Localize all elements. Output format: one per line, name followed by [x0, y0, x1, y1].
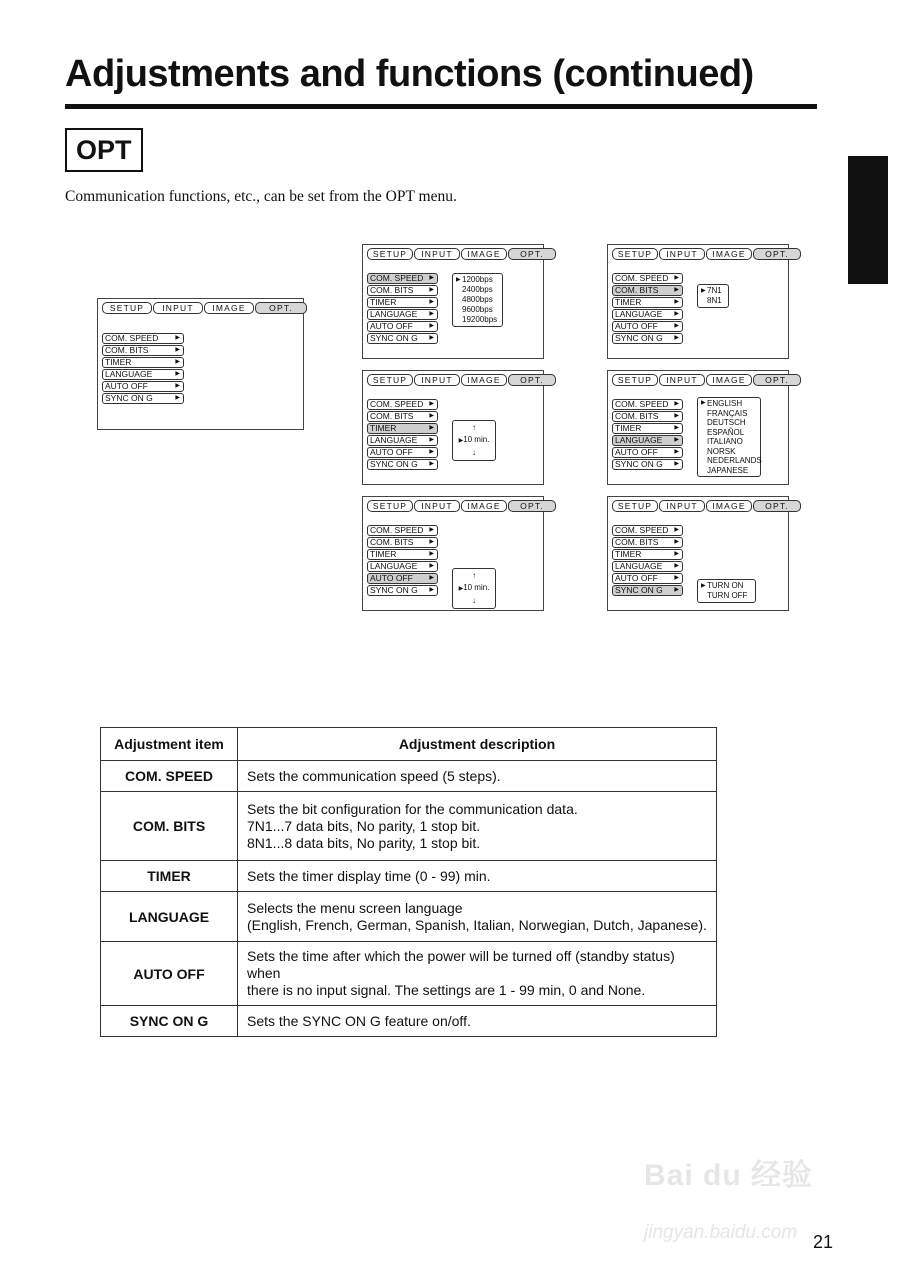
arrow-right-icon: ▶	[429, 413, 434, 419]
sync-on-g-options	[697, 579, 756, 603]
option-1200[interactable]	[456, 275, 499, 285]
row-description	[238, 792, 717, 861]
com-speed-options	[452, 273, 503, 327]
option-label: ENGLISH	[707, 399, 743, 408]
item-label: AUTO OFF	[105, 381, 148, 391]
selected-marker-icon: ▶	[458, 586, 464, 592]
arrow-right-icon: ▶	[429, 335, 434, 341]
row-item: TIMER	[101, 861, 238, 892]
option-deutsch[interactable]	[701, 418, 757, 428]
tab-image[interactable]: IMAGE	[706, 374, 752, 386]
auto-off-value-label: 10 min.	[463, 583, 490, 592]
row-item: COM. BITS	[101, 792, 238, 861]
option-francais[interactable]	[701, 409, 757, 419]
tab-image[interactable]: IMAGE	[706, 500, 752, 512]
menu-item-com-speed[interactable]	[367, 399, 438, 410]
com-speed-screen	[362, 244, 544, 359]
tab-opt[interactable]: OPT.	[508, 374, 556, 386]
item-label: SYNC ON G	[105, 393, 153, 403]
menu-item-language[interactable]	[102, 369, 184, 380]
tab-opt[interactable]: OPT.	[753, 500, 801, 512]
item-label: LANGUAGE	[370, 309, 418, 319]
com-bits-options	[697, 284, 729, 308]
arrow-right-icon: ▶	[429, 299, 434, 305]
item-label: AUTO OFF	[370, 321, 413, 331]
tab-image[interactable]: IMAGE	[461, 248, 507, 260]
arrow-right-icon: ▶	[429, 575, 434, 581]
menu-item-com-bits[interactable]	[367, 285, 438, 296]
item-label: SYNC ON G	[370, 459, 418, 469]
up-arrow-icon: ↑	[472, 423, 476, 432]
selected-marker-icon: ▶	[456, 277, 461, 283]
tab-opt[interactable]: OPT.	[508, 248, 556, 260]
item-label: TIMER	[370, 423, 397, 433]
item-label: LANGUAGE	[615, 435, 663, 445]
menu-items	[612, 273, 683, 345]
option-label: ESPAÑOL	[707, 427, 745, 437]
description-line: 7N1...7 data bits, No parity, 1 stop bit.	[247, 817, 481, 834]
arrow-right-icon: ▶	[674, 437, 679, 443]
tab-image[interactable]: IMAGE	[706, 248, 752, 260]
option-9600[interactable]	[456, 305, 499, 315]
item-label: COM. SPEED	[370, 399, 424, 409]
row-description	[238, 942, 717, 1006]
row-description	[238, 1006, 717, 1037]
description-line: there is no input signal. The settings are 1 - 99 min, 0 and None.	[247, 982, 646, 998]
item-label: TIMER	[615, 423, 642, 433]
option-label: 8N1	[707, 296, 722, 305]
tab-image[interactable]: IMAGE	[461, 500, 507, 512]
item-label: TIMER	[370, 297, 397, 307]
option-4800[interactable]	[456, 295, 499, 305]
arrow-right-icon: ▶	[175, 395, 180, 401]
tab-setup[interactable]: SETUP	[367, 374, 413, 386]
item-label: COM. SPEED	[615, 525, 669, 535]
opt-menu-screen	[97, 298, 304, 430]
arrow-right-icon: ▶	[429, 287, 434, 293]
selected-marker-icon: ▶	[701, 400, 706, 406]
arrow-right-icon: ▶	[429, 551, 434, 557]
menu-item-timer[interactable]	[612, 423, 683, 434]
menu-item-com-bits[interactable]	[102, 345, 184, 356]
option-label: TURN ON	[707, 581, 744, 590]
row-description	[238, 892, 717, 942]
arrow-right-icon: ▶	[674, 413, 679, 419]
option-2400[interactable]	[456, 285, 499, 295]
option-english[interactable]	[701, 399, 757, 409]
item-label: COM. BITS	[105, 345, 149, 355]
item-label: SYNC ON G	[370, 333, 418, 343]
tab-opt[interactable]: OPT.	[753, 248, 801, 260]
arrow-right-icon: ▶	[429, 449, 434, 455]
menu-item-timer[interactable]	[367, 423, 438, 434]
header-adjustment-description: Adjustment description	[238, 728, 717, 761]
item-label: COM. BITS	[615, 285, 659, 295]
adjustment-table	[100, 727, 717, 1037]
arrow-right-icon: ▶	[674, 425, 679, 431]
title-rule	[65, 104, 817, 109]
menu-tabs	[612, 374, 802, 386]
selected-marker-icon: ▶	[701, 288, 706, 294]
item-label: SYNC ON G	[615, 333, 663, 343]
page-number: 21	[813, 1232, 834, 1252]
item-label: SYNC ON G	[615, 459, 663, 469]
tab-image[interactable]: IMAGE	[204, 302, 254, 314]
item-label: AUTO OFF	[370, 573, 413, 583]
arrow-right-icon: ▶	[674, 311, 679, 317]
menu-item-auto-off[interactable]	[612, 447, 683, 458]
item-label: LANGUAGE	[615, 309, 663, 319]
arrow-right-icon: ▶	[175, 383, 180, 389]
menu-item-timer[interactable]	[367, 297, 438, 308]
watermark-logo: Bai du 经验	[644, 1159, 814, 1192]
menu-item-auto-off[interactable]	[102, 381, 184, 392]
menu-item-com-bits[interactable]	[367, 537, 438, 548]
side-tab	[848, 156, 888, 284]
down-arrow-icon: ↓	[472, 448, 476, 457]
tab-setup[interactable]: SETUP	[612, 500, 658, 512]
option-19200[interactable]	[456, 315, 499, 325]
menu-item-sync-on-g[interactable]	[102, 393, 184, 404]
menu-item-timer[interactable]	[612, 297, 683, 308]
tab-input[interactable]: INPUT	[414, 248, 460, 260]
arrow-right-icon: ▶	[429, 587, 434, 593]
tab-setup[interactable]: SETUP	[102, 302, 152, 314]
description-line: 8N1...8 data bits, No parity, 1 stop bit.	[247, 834, 481, 851]
tab-setup[interactable]: SETUP	[612, 248, 658, 260]
arrow-right-icon: ▶	[175, 359, 180, 365]
description-line: Sets the time after which the power will be turned off (standby status) when	[247, 948, 675, 981]
arrow-right-icon: ▶	[674, 323, 679, 329]
item-label: SYNC ON G	[615, 585, 663, 595]
arrow-right-icon: ▶	[674, 461, 679, 467]
menu-item-com-speed[interactable]	[612, 273, 683, 284]
row-item: COM. SPEED	[101, 761, 238, 792]
option-label: NEDERLANDS	[707, 456, 762, 465]
arrow-right-icon: ▶	[674, 575, 679, 581]
menu-items	[367, 273, 438, 345]
menu-item-language[interactable]	[367, 309, 438, 320]
option-label: 7N1	[707, 286, 722, 295]
option-label: 1200bps	[462, 275, 493, 284]
tab-input[interactable]: INPUT	[659, 248, 705, 260]
down-arrow-icon: ↓	[472, 596, 476, 605]
language-options	[697, 397, 761, 477]
menu-item-com-speed[interactable]	[367, 273, 438, 284]
item-label: TIMER	[615, 549, 642, 559]
menu-tabs	[612, 500, 802, 512]
tab-input[interactable]: INPUT	[659, 374, 705, 386]
tab-input[interactable]: INPUT	[153, 302, 203, 314]
menu-tabs	[102, 302, 308, 314]
table-row	[101, 1006, 717, 1037]
menu-item-timer[interactable]	[102, 357, 184, 368]
menu-item-timer[interactable]	[367, 549, 438, 560]
menu-item-auto-off[interactable]	[367, 321, 438, 332]
item-label: COM. SPEED	[615, 273, 669, 283]
language-screen	[607, 370, 789, 485]
auto-off-value	[456, 582, 492, 595]
arrow-right-icon: ▶	[429, 461, 434, 467]
menu-item-com-bits[interactable]	[612, 411, 683, 422]
tab-setup[interactable]: SETUP	[612, 374, 658, 386]
menu-tabs	[612, 248, 802, 260]
item-label: COM. SPEED	[105, 333, 159, 343]
item-label: COM. BITS	[370, 285, 414, 295]
item-label: COM. BITS	[370, 411, 414, 421]
arrow-right-icon: ▶	[674, 527, 679, 533]
menu-item-sync-on-g[interactable]	[367, 333, 438, 344]
description-line: Sets the timer display time (0 - 99) min.	[247, 867, 491, 884]
menu-item-com-bits[interactable]	[367, 411, 438, 422]
menu-item-timer[interactable]	[612, 549, 683, 560]
description-line: Selects the menu screen language	[247, 899, 463, 916]
description-line: Sets the communication speed (5 steps).	[247, 767, 501, 784]
arrow-right-icon: ▶	[674, 449, 679, 455]
option-label: 4800bps	[462, 295, 493, 304]
arrow-right-icon: ▶	[674, 287, 679, 293]
menu-item-language[interactable]	[367, 561, 438, 572]
item-label: TIMER	[370, 549, 397, 559]
arrow-right-icon: ▶	[674, 587, 679, 593]
item-label: COM. SPEED	[370, 525, 424, 535]
menu-item-language[interactable]	[612, 309, 683, 320]
option-label: FRANÇAIS	[707, 408, 748, 418]
table-row	[101, 761, 717, 792]
menu-item-sync-on-g[interactable]	[367, 459, 438, 470]
option-italiano[interactable]	[701, 437, 757, 447]
tab-input[interactable]: INPUT	[414, 374, 460, 386]
menu-item-auto-off[interactable]	[367, 447, 438, 458]
description-line: Sets the SYNC ON G feature on/off.	[247, 1012, 471, 1029]
item-label: SYNC ON G	[370, 585, 418, 595]
selected-marker-icon: ▶	[458, 438, 464, 444]
menu-items	[367, 399, 438, 471]
menu-item-language[interactable]	[612, 435, 683, 446]
watermark-url: jingyan.baidu.com	[644, 1222, 798, 1243]
arrow-right-icon: ▶	[429, 311, 434, 317]
section-label: OPT	[65, 128, 143, 172]
arrow-right-icon: ▶	[674, 335, 679, 341]
menu-item-auto-off[interactable]	[367, 573, 438, 584]
item-label: LANGUAGE	[370, 435, 418, 445]
menu-item-com-bits[interactable]	[612, 537, 683, 548]
menu-items	[612, 525, 683, 597]
row-item: LANGUAGE	[101, 892, 238, 942]
menu-item-sync-on-g[interactable]	[612, 585, 683, 596]
arrow-right-icon: ▶	[429, 323, 434, 329]
option-label: 9600bps	[462, 305, 493, 314]
option-label: JAPANESE	[707, 465, 749, 475]
selected-marker-icon: ▶	[701, 583, 706, 589]
item-label: AUTO OFF	[615, 447, 658, 457]
arrow-right-icon: ▶	[674, 551, 679, 557]
arrow-right-icon: ▶	[429, 563, 434, 569]
option-turn-off[interactable]	[701, 591, 752, 601]
option-7n1[interactable]	[701, 286, 725, 296]
option-label: DEUTSCH	[707, 418, 746, 427]
menu-tabs	[367, 500, 557, 512]
tab-opt[interactable]: OPT.	[508, 500, 556, 512]
menu-tabs	[367, 374, 557, 386]
menu-item-auto-off[interactable]	[612, 573, 683, 584]
sync-on-g-screen	[607, 496, 789, 611]
tab-input[interactable]: INPUT	[414, 500, 460, 512]
menu-item-com-speed[interactable]	[612, 399, 683, 410]
option-turn-on[interactable]	[701, 581, 752, 591]
arrow-right-icon: ▶	[429, 425, 434, 431]
description-line: (English, French, German, Spanish, Italian, Norwegian, Dutch, Japanese).	[247, 916, 707, 933]
arrow-right-icon: ▶	[674, 539, 679, 545]
tab-setup[interactable]: SETUP	[367, 500, 413, 512]
menu-item-com-speed[interactable]	[612, 525, 683, 536]
item-label: COM. BITS	[615, 411, 659, 421]
item-label: LANGUAGE	[615, 561, 663, 571]
page-title: Adjustments and functions (continued)	[65, 53, 754, 95]
menu-item-com-speed[interactable]	[367, 525, 438, 536]
arrow-right-icon: ▶	[674, 275, 679, 281]
tab-image[interactable]: IMAGE	[461, 374, 507, 386]
menu-items	[612, 399, 683, 471]
option-espanol[interactable]	[701, 428, 757, 438]
menu-item-sync-on-g[interactable]	[612, 459, 683, 470]
header-adjustment-item: Adjustment item	[101, 728, 238, 761]
arrow-right-icon: ▶	[429, 275, 434, 281]
menu-items	[102, 333, 184, 405]
tab-opt[interactable]: OPT.	[753, 374, 801, 386]
timer-screen	[362, 370, 544, 485]
arrow-right-icon: ▶	[175, 347, 180, 353]
menu-item-language[interactable]	[367, 435, 438, 446]
menu-item-sync-on-g[interactable]	[367, 585, 438, 596]
timer-value-label: 10 min.	[463, 435, 490, 444]
option-nederlands[interactable]	[701, 456, 762, 466]
menu-item-com-speed[interactable]	[102, 333, 184, 344]
arrow-right-icon: ▶	[674, 299, 679, 305]
arrow-right-icon: ▶	[674, 401, 679, 407]
table-header-row	[101, 728, 717, 761]
item-label: AUTO OFF	[370, 447, 413, 457]
row-description	[238, 861, 717, 892]
item-label: AUTO OFF	[615, 573, 658, 583]
item-label: COM. BITS	[370, 537, 414, 547]
row-item: SYNC ON G	[101, 1006, 238, 1037]
option-japanese[interactable]	[701, 466, 757, 476]
item-label: COM. BITS	[615, 537, 659, 547]
auto-off-screen	[362, 496, 544, 611]
table-row	[101, 942, 717, 1006]
option-label: 2400bps	[462, 285, 493, 294]
menu-item-com-bits[interactable]	[612, 285, 683, 296]
option-label: TURN OFF	[707, 591, 748, 600]
arrow-right-icon: ▶	[429, 527, 434, 533]
arrow-right-icon: ▶	[429, 437, 434, 443]
item-label: COM. SPEED	[615, 399, 669, 409]
arrow-right-icon: ▶	[674, 563, 679, 569]
item-label: LANGUAGE	[105, 369, 153, 379]
timer-spinner[interactable]	[452, 420, 496, 461]
arrow-right-icon: ▶	[175, 335, 180, 341]
up-arrow-icon: ↑	[472, 571, 476, 580]
menu-item-auto-off[interactable]	[612, 321, 683, 332]
tab-opt[interactable]: OPT.	[255, 302, 307, 314]
arrow-right-icon: ▶	[429, 401, 434, 407]
tab-input[interactable]: INPUT	[659, 500, 705, 512]
option-label: NORSK	[707, 446, 736, 456]
option-label: 19200bps	[462, 315, 498, 324]
timer-value	[456, 434, 492, 447]
row-item: AUTO OFF	[101, 942, 238, 1006]
table-row	[101, 861, 717, 892]
menu-items	[367, 525, 438, 597]
option-8n1[interactable]	[701, 296, 725, 306]
option-norsk[interactable]	[701, 447, 757, 457]
menu-tabs	[367, 248, 557, 260]
table-row	[101, 792, 717, 861]
item-label: COM. SPEED	[370, 273, 424, 283]
table-row	[101, 892, 717, 942]
auto-off-spinner[interactable]	[452, 568, 496, 609]
menu-item-sync-on-g[interactable]	[612, 333, 683, 344]
com-bits-screen	[607, 244, 789, 359]
menu-item-language[interactable]	[612, 561, 683, 572]
arrow-right-icon: ▶	[429, 539, 434, 545]
tab-setup[interactable]: SETUP	[367, 248, 413, 260]
row-description	[238, 761, 717, 792]
item-label: AUTO OFF	[615, 321, 658, 331]
arrow-right-icon: ▶	[175, 371, 180, 377]
item-label: TIMER	[105, 357, 132, 367]
description-line: Sets the bit configuration for the communication data.	[247, 800, 578, 817]
item-label: LANGUAGE	[370, 561, 418, 571]
intro-text: Communication functions, etc., can be set from the OPT menu.	[65, 188, 457, 205]
option-label: ITALIANO	[707, 437, 743, 446]
item-label: TIMER	[615, 297, 642, 307]
